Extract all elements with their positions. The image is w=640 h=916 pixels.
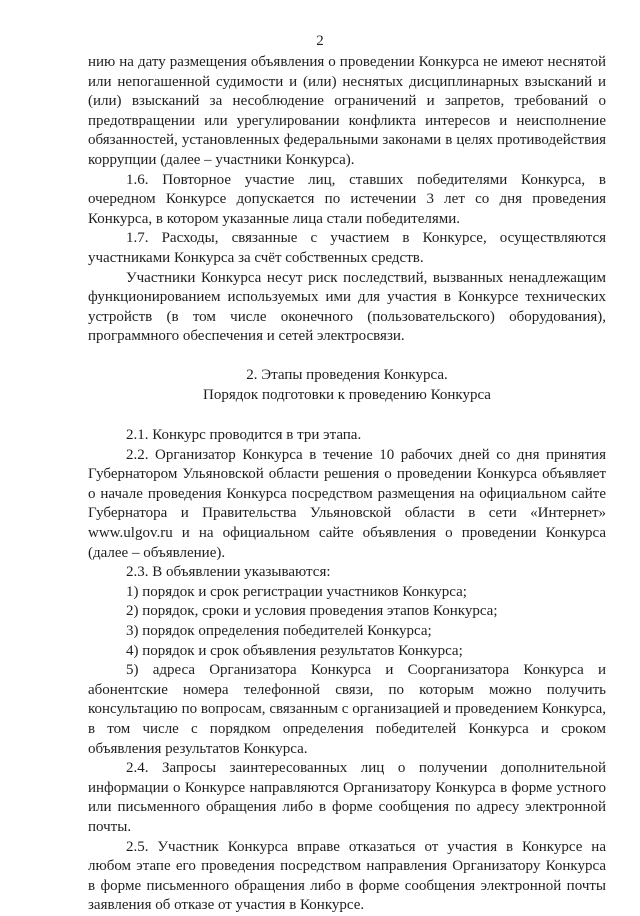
paragraph-2-3: 2.3. В объявлении указываются: [126,564,331,581]
paragraph-2-2: 2.2. Организатор Конкурса в течение 10 рабочих дней со дня принятия Губернатором Ульяновской области решения о проведении Конкурса объявляет о начале проведения Конкурса посредством размещения на официальном сайте Губернатора и Правительства Ульяновской области в сети «Интернет» www.ulgov.ru и на официальном сайте объявления о проведении Конкурса (далее – объявление). [88,446,606,561]
paragraph-2-4: 2.4. Запросы заинтересованных лиц о получении дополнительной информации о Конкурсе направляются Организатору Конкурса в форме устного или письменного обращения либо в форме сообщения по адресу электронной почты. [88,760,606,835]
list-item-1: 1) порядок и срок регистрации участников Конкурса; [126,583,467,600]
list-item-5: 5) адреса Организатора Конкурса и Соорганизатора Конкурса и абонентские номера телефонной связи, по которым можно получить консультацию по вопросам, связанным с организацией и проведением Конкурса, в том числе с порядком определения победителей Конкурса и сроком объявления результатов Конкурса. [88,662,606,757]
list-item-2: 2) порядок, сроки и условия проведения этапов Конкурса; [126,603,498,620]
document-body [88,53,606,916]
paragraph-participants-risk: Участники Конкурса несут риск последствий, вызванных ненадлежащим функционированием используемых ими для участия в Конкурсе технических устройств (в том числе оконечного (пользовательского) оборудования), программного обеспечения и сетей электросвязи. [88,269,606,345]
section-heading-line1: 2. Этапы проведения Конкурса. [246,366,448,383]
paragraph-2-5: 2.5. Участник Конкурса вправе отказаться от участия в Конкурсе на любом этапе его проведения посредством направления Организатору Конкурса в форме письменного обращения либо в форме сообщения электронной почты заявления об отказе от участия в Конкурсе. [88,838,606,914]
section-2-body [88,426,606,916]
page-number: 2 [316,33,324,49]
paragraph-2-1: 2.1. Конкурс проводится в три этапа. [126,427,362,444]
section-heading-line2: Порядок подготовки к проведению Конкурса [203,386,491,403]
section-heading [88,366,606,405]
paragraph-continuation: нию на дату размещения объявления о проведении Конкурса не имеют неснятой или непогашенной судимости и (или) неснятых дисциплинарных взысканий и (или) взысканий за несоблюдение ограничений и запретов, требований о предотвращении или урегулировании конфликта интересов и неисполнение обязанностей, установленных федеральными законами в целях противодействия коррупции (далее – участники Конкурса). [88,54,606,168]
list-item-4: 4) порядок и срок объявления результатов Конкурса; [126,642,463,659]
paragraph-1-6: 1.6. Повторное участие лиц, ставших победителями Конкурса, в очередном Конкурсе допускается по истечении 3 лет со дня проведения Конкурса, в котором указанные лица стали победителями. [88,171,606,227]
paragraph-1-7: 1.7. Расходы, связанные с участием в Конкурсе, осуществляются участниками Конкурса за счёт собственных средств. [88,230,606,266]
list-item-3: 3) порядок определения победителей Конкурса; [126,623,432,640]
